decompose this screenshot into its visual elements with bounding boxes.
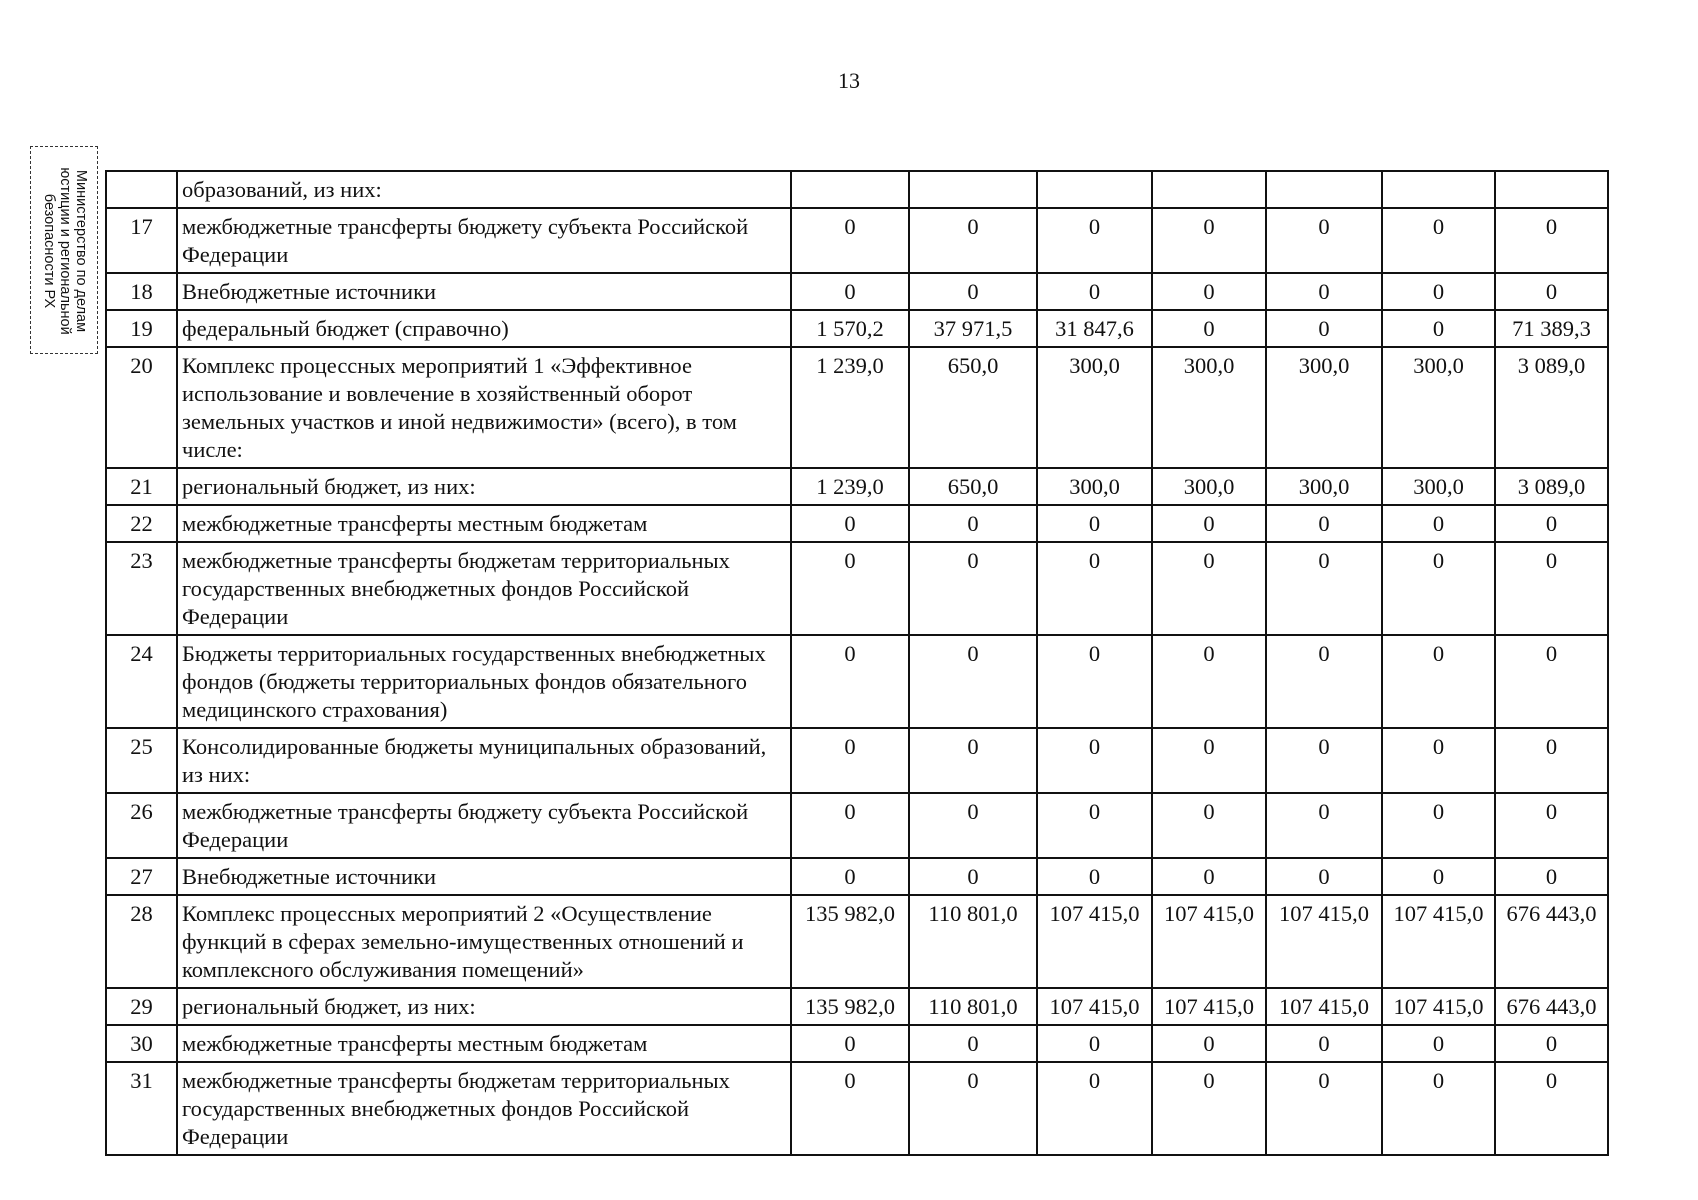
value-cell: 300,0 bbox=[1037, 347, 1152, 468]
row-number: 18 bbox=[106, 273, 177, 310]
value-cell: 0 bbox=[1266, 505, 1382, 542]
table-row bbox=[106, 468, 1608, 505]
value-cell: 107 415,0 bbox=[1382, 895, 1495, 988]
row-name: межбюджетные трансферты бюджетам территориальных государственных внебюджетных фондов Российской Федерации bbox=[177, 1062, 791, 1155]
value-cell: 110 801,0 bbox=[909, 988, 1037, 1025]
value-cell: 0 bbox=[909, 858, 1037, 895]
row-number: 31 bbox=[106, 1062, 177, 1155]
value-cell: 0 bbox=[1037, 1025, 1152, 1062]
row-name: федеральный бюджет (справочно) bbox=[177, 310, 791, 347]
table-row bbox=[106, 1062, 1608, 1155]
value-cell: 0 bbox=[1266, 728, 1382, 793]
value-cell: 0 bbox=[1382, 208, 1495, 273]
value-cell: 0 bbox=[1152, 1062, 1266, 1155]
table-row bbox=[106, 895, 1608, 988]
value-cell: 0 bbox=[1382, 542, 1495, 635]
row-number: 20 bbox=[106, 347, 177, 468]
value-cell: 0 bbox=[1037, 273, 1152, 310]
value-cell: 0 bbox=[909, 208, 1037, 273]
row-number: 29 bbox=[106, 988, 177, 1025]
value-cell bbox=[1495, 171, 1608, 208]
value-cell: 0 bbox=[909, 1062, 1037, 1155]
value-cell: 0 bbox=[1266, 1025, 1382, 1062]
row-number: 19 bbox=[106, 310, 177, 347]
value-cell: 0 bbox=[1266, 310, 1382, 347]
table-row bbox=[106, 542, 1608, 635]
value-cell: 0 bbox=[909, 793, 1037, 858]
value-cell: 0 bbox=[1495, 505, 1608, 542]
value-cell: 0 bbox=[1152, 793, 1266, 858]
value-cell: 300,0 bbox=[1266, 468, 1382, 505]
value-cell: 300,0 bbox=[1266, 347, 1382, 468]
row-name: Внебюджетные источники bbox=[177, 858, 791, 895]
value-cell: 110 801,0 bbox=[909, 895, 1037, 988]
value-cell: 71 389,3 bbox=[1495, 310, 1608, 347]
row-name: межбюджетные трансферты бюджету субъекта Российской Федерации bbox=[177, 793, 791, 858]
value-cell: 650,0 bbox=[909, 468, 1037, 505]
value-cell: 107 415,0 bbox=[1152, 895, 1266, 988]
value-cell: 0 bbox=[1495, 542, 1608, 635]
table-row bbox=[106, 1025, 1608, 1062]
value-cell: 0 bbox=[791, 793, 909, 858]
value-cell: 0 bbox=[1382, 1025, 1495, 1062]
row-number: 22 bbox=[106, 505, 177, 542]
table-body bbox=[106, 171, 1608, 1155]
row-name: Консолидированные бюджеты муниципальных образований, из них: bbox=[177, 728, 791, 793]
row-name: межбюджетные трансферты бюджетам территориальных государственных внебюджетных фондов Российской Федерации bbox=[177, 542, 791, 635]
row-number: 26 bbox=[106, 793, 177, 858]
table-row bbox=[106, 347, 1608, 468]
value-cell: 1 570,2 bbox=[791, 310, 909, 347]
value-cell: 0 bbox=[791, 542, 909, 635]
row-name: межбюджетные трансферты бюджету субъекта Российской Федерации bbox=[177, 208, 791, 273]
value-cell: 107 415,0 bbox=[1037, 988, 1152, 1025]
value-cell: 0 bbox=[791, 728, 909, 793]
value-cell: 300,0 bbox=[1152, 468, 1266, 505]
value-cell: 0 bbox=[1152, 635, 1266, 728]
value-cell: 0 bbox=[1266, 858, 1382, 895]
row-name: региональный бюджет, из них: bbox=[177, 468, 791, 505]
page-number: 13 bbox=[838, 68, 860, 93]
value-cell bbox=[1152, 171, 1266, 208]
value-cell: 0 bbox=[1495, 1062, 1608, 1155]
value-cell: 0 bbox=[791, 1062, 909, 1155]
table-row bbox=[106, 505, 1608, 542]
value-cell: 0 bbox=[1037, 793, 1152, 858]
value-cell: 0 bbox=[909, 542, 1037, 635]
row-name: региональный бюджет, из них: bbox=[177, 988, 791, 1025]
value-cell: 0 bbox=[1152, 310, 1266, 347]
row-number: 27 bbox=[106, 858, 177, 895]
value-cell: 37 971,5 bbox=[909, 310, 1037, 347]
value-cell: 300,0 bbox=[1382, 347, 1495, 468]
value-cell: 0 bbox=[1495, 1025, 1608, 1062]
value-cell: 0 bbox=[1495, 793, 1608, 858]
table-row bbox=[106, 988, 1608, 1025]
value-cell: 0 bbox=[1495, 208, 1608, 273]
stamp-line: Министерство по делам bbox=[73, 169, 89, 333]
stamp-line: безопасности РХ bbox=[41, 193, 57, 309]
row-name: Внебюджетные источники bbox=[177, 273, 791, 310]
table-row bbox=[106, 858, 1608, 895]
value-cell: 0 bbox=[1152, 505, 1266, 542]
value-cell: 300,0 bbox=[1382, 468, 1495, 505]
value-cell: 0 bbox=[1037, 635, 1152, 728]
value-cell: 0 bbox=[1382, 635, 1495, 728]
row-number: 24 bbox=[106, 635, 177, 728]
value-cell: 0 bbox=[1382, 505, 1495, 542]
row-name: межбюджетные трансферты местным бюджетам bbox=[177, 1025, 791, 1062]
registration-stamp bbox=[30, 146, 98, 354]
value-cell: 0 bbox=[909, 273, 1037, 310]
value-cell: 676 443,0 bbox=[1495, 988, 1608, 1025]
value-cell: 0 bbox=[1037, 208, 1152, 273]
value-cell: 107 415,0 bbox=[1382, 988, 1495, 1025]
value-cell: 300,0 bbox=[1037, 468, 1152, 505]
table-row bbox=[106, 208, 1608, 273]
row-name: Комплекс процессных мероприятий 2 «Осуществление функций в сферах земельно-имущественных отношений и комплексного обслуживания помещений» bbox=[177, 895, 791, 988]
value-cell: 0 bbox=[1266, 208, 1382, 273]
value-cell: 31 847,6 bbox=[1037, 310, 1152, 347]
value-cell: 0 bbox=[1382, 793, 1495, 858]
value-cell: 0 bbox=[1382, 858, 1495, 895]
value-cell: 107 415,0 bbox=[1266, 988, 1382, 1025]
value-cell: 0 bbox=[1495, 858, 1608, 895]
value-cell: 0 bbox=[791, 858, 909, 895]
value-cell: 0 bbox=[909, 728, 1037, 793]
table-row bbox=[106, 793, 1608, 858]
row-number: 21 bbox=[106, 468, 177, 505]
value-cell: 135 982,0 bbox=[791, 988, 909, 1025]
value-cell: 0 bbox=[1266, 793, 1382, 858]
value-cell: 0 bbox=[1382, 728, 1495, 793]
value-cell: 0 bbox=[1266, 542, 1382, 635]
value-cell: 0 bbox=[1266, 635, 1382, 728]
table-row bbox=[106, 171, 1608, 208]
value-cell bbox=[791, 171, 909, 208]
row-number: 23 bbox=[106, 542, 177, 635]
value-cell: 0 bbox=[1266, 1062, 1382, 1155]
value-cell: 3 089,0 bbox=[1495, 347, 1608, 468]
value-cell: 0 bbox=[1152, 728, 1266, 793]
value-cell: 3 089,0 bbox=[1495, 468, 1608, 505]
row-name: образований, из них: bbox=[177, 171, 791, 208]
value-cell: 0 bbox=[1037, 728, 1152, 793]
value-cell: 0 bbox=[1382, 273, 1495, 310]
table-row bbox=[106, 635, 1608, 728]
value-cell: 0 bbox=[909, 635, 1037, 728]
value-cell: 0 bbox=[1495, 728, 1608, 793]
value-cell: 107 415,0 bbox=[1037, 895, 1152, 988]
value-cell bbox=[1037, 171, 1152, 208]
value-cell: 0 bbox=[1152, 273, 1266, 310]
value-cell: 0 bbox=[791, 208, 909, 273]
value-cell: 1 239,0 bbox=[791, 468, 909, 505]
value-cell: 0 bbox=[791, 635, 909, 728]
value-cell: 676 443,0 bbox=[1495, 895, 1608, 988]
value-cell: 107 415,0 bbox=[1266, 895, 1382, 988]
value-cell: 0 bbox=[1495, 635, 1608, 728]
row-number bbox=[106, 171, 177, 208]
row-number: 28 bbox=[106, 895, 177, 988]
value-cell: 0 bbox=[1266, 273, 1382, 310]
value-cell: 0 bbox=[1037, 542, 1152, 635]
value-cell: 0 bbox=[1495, 273, 1608, 310]
value-cell bbox=[1266, 171, 1382, 208]
value-cell: 107 415,0 bbox=[1152, 988, 1266, 1025]
stamp-text bbox=[41, 151, 89, 351]
value-cell: 0 bbox=[1037, 1062, 1152, 1155]
funding-table bbox=[105, 170, 1609, 1156]
table-row bbox=[106, 273, 1608, 310]
value-cell bbox=[909, 171, 1037, 208]
value-cell: 0 bbox=[1152, 858, 1266, 895]
value-cell: 0 bbox=[1037, 505, 1152, 542]
value-cell: 0 bbox=[1152, 1025, 1266, 1062]
value-cell: 0 bbox=[791, 273, 909, 310]
row-name: Бюджеты территориальных государственных внебюджетных фондов (бюджеты территориальных фондов обязательного медицинского страхования) bbox=[177, 635, 791, 728]
value-cell: 0 bbox=[909, 505, 1037, 542]
value-cell: 0 bbox=[791, 505, 909, 542]
value-cell: 0 bbox=[1382, 310, 1495, 347]
value-cell: 0 bbox=[1152, 542, 1266, 635]
value-cell bbox=[1382, 171, 1495, 208]
value-cell: 0 bbox=[1382, 1062, 1495, 1155]
table-row bbox=[106, 310, 1608, 347]
row-name: Комплекс процессных мероприятий 1 «Эффективное использование и вовлечение в хозяйственный оборот земельных участков и иной недвижимости» (всего), в том числе: bbox=[177, 347, 791, 468]
row-name: межбюджетные трансферты местным бюджетам bbox=[177, 505, 791, 542]
value-cell: 1 239,0 bbox=[791, 347, 909, 468]
row-number: 17 bbox=[106, 208, 177, 273]
value-cell: 135 982,0 bbox=[791, 895, 909, 988]
value-cell: 0 bbox=[1152, 208, 1266, 273]
value-cell: 300,0 bbox=[1152, 347, 1266, 468]
row-number: 30 bbox=[106, 1025, 177, 1062]
row-number: 25 bbox=[106, 728, 177, 793]
value-cell: 0 bbox=[1037, 858, 1152, 895]
stamp-line: юстиции и региональной bbox=[57, 167, 73, 335]
value-cell: 0 bbox=[791, 1025, 909, 1062]
value-cell: 0 bbox=[909, 1025, 1037, 1062]
value-cell: 650,0 bbox=[909, 347, 1037, 468]
table-row bbox=[106, 728, 1608, 793]
